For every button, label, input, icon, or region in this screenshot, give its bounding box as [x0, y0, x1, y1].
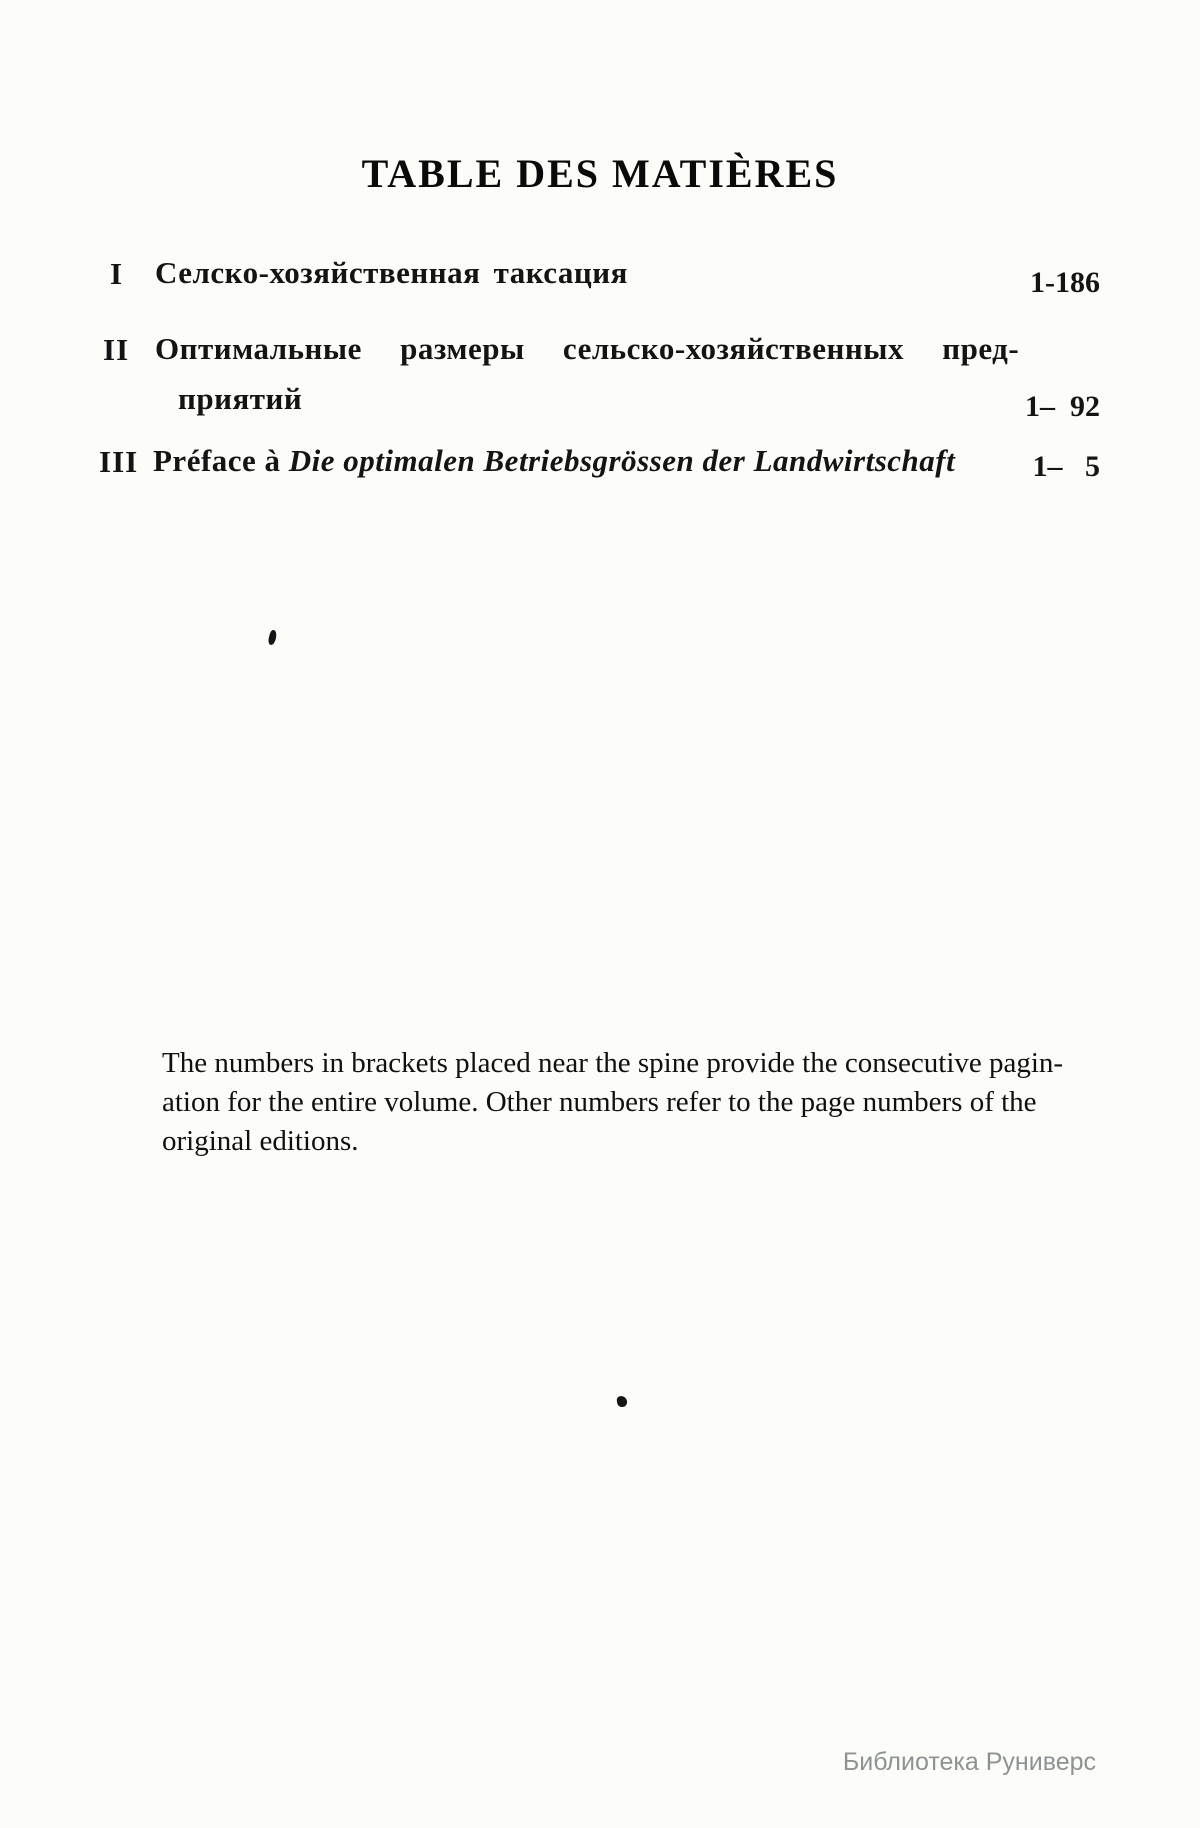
page-title: TABLE DES MATIÈRES [361, 151, 839, 196]
ink-speck-icon [616, 1395, 627, 1407]
toc-entry-3-title-prefix: Préface à [153, 443, 289, 478]
toc-entry-1-title: Селско-хозяйственная таксация [155, 255, 628, 290]
toc-entry-3-title-italic: Die optimalen Betriebsgrössen der Landwirtschaft [288, 443, 956, 478]
toc-entry-2-title-line2: приятий [178, 381, 303, 416]
toc-entry-3-numeral: III [99, 444, 139, 479]
toc-entry-2-numeral: II [103, 332, 130, 367]
note-line-3: original editions. [162, 1125, 359, 1157]
watermark: Библиотека Руниверс [842, 1748, 1096, 1776]
toc-entry-3-pages: 1– 5 [1032, 450, 1100, 483]
ink-speck-icon [267, 629, 277, 645]
toc-entry-1-pages: 1-186 [1030, 266, 1100, 299]
toc-entry-2-title-line1: Оптимальные размеры сельско-хозяйственных пред- [155, 331, 1020, 366]
toc-entry-1-numeral: I [110, 256, 124, 291]
note-line-2: ation for the entire volume. Other numbers refer to the page numbers of the [162, 1086, 1037, 1118]
toc-entry-3-title [153, 443, 955, 479]
note-paragraph [162, 1044, 1063, 1161]
toc-entry-2-pages: 1– 92 [1025, 390, 1100, 423]
note-line-1: The numbers in brackets placed near the spine provide the consecutive pagin- [162, 1047, 1064, 1079]
